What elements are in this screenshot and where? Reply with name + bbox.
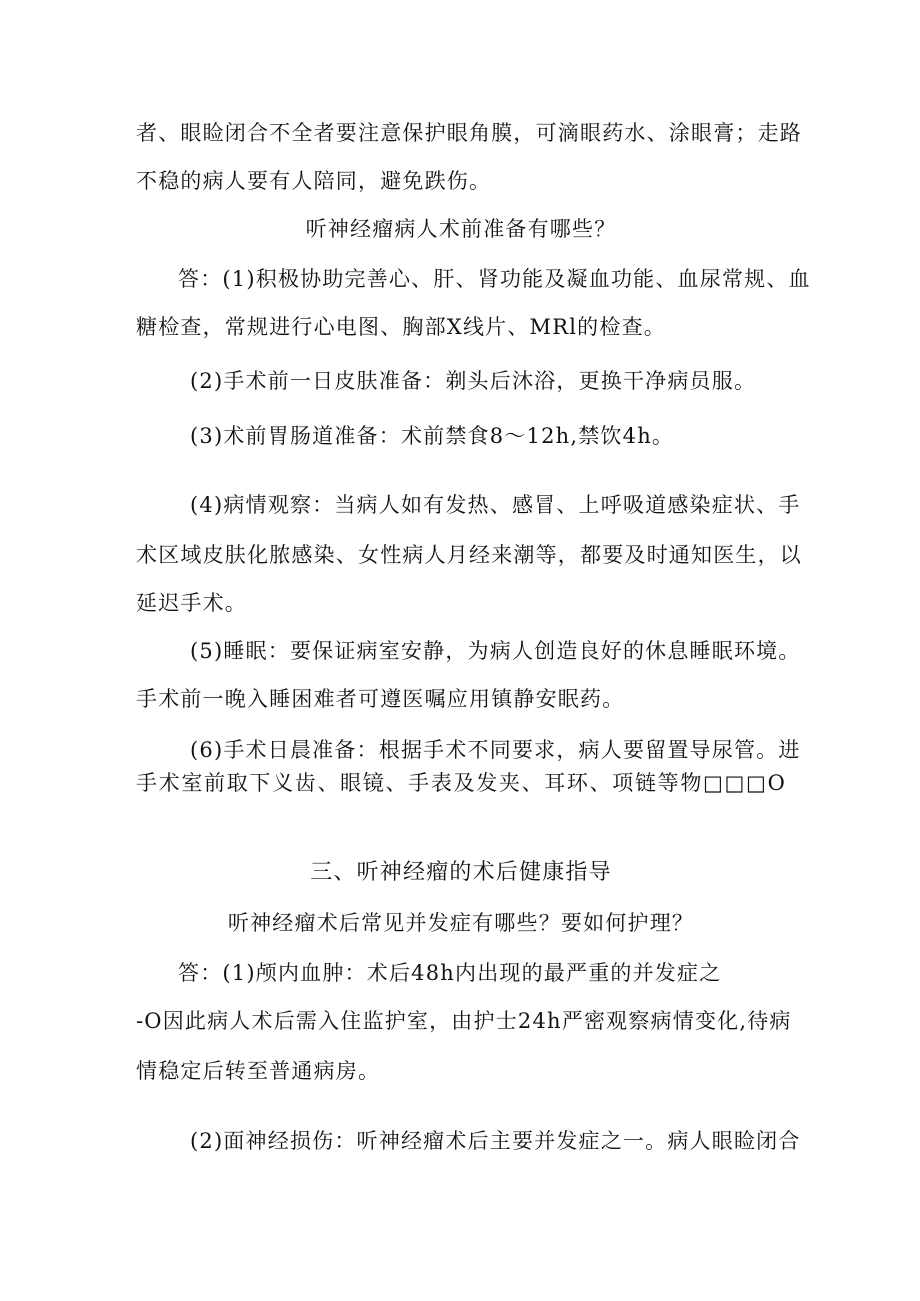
list-item: (2)手术前一日皮肤准备：剃头后沐浴，更换干净病员服。 <box>190 369 757 393</box>
answer-line: 答：(1)积极协助完善心、肝、肾功能及凝血功能、血尿常规、血 <box>178 267 811 291</box>
paragraph-line: 手术前一晚入睡困难者可遵医嘱应用镇静安眠药。 <box>136 687 625 711</box>
list-item: (6)手术日晨准备：根据手术不同要求，病人要留置导尿管。进 <box>190 738 801 762</box>
list-item: (2)面神经损伤：听神经瘤术后主要并发症之一。病人眼睑闭合 <box>190 1129 801 1153</box>
paragraph-line: 情稳定后转至普通病房。 <box>136 1059 381 1083</box>
list-item: (4)病情观察：当病人如有发热、感冒、上呼吸道感染症状、手 <box>190 493 801 517</box>
question-heading: 听神经瘤术后常见并发症有哪些？要如何护理？ <box>227 911 695 935</box>
section-heading: 三、听神经瘤的术后健康指导 <box>310 860 612 885</box>
paragraph-line: 延迟手术。 <box>136 591 247 615</box>
paragraph-line: 者、眼睑闭合不全者要注意保护眼角膜，可滴眼药水、涂眼膏；走路 <box>136 121 802 145</box>
list-item: (3)术前胃肠道准备：术前禁食8～12h,禁饮4h。 <box>190 424 675 448</box>
paragraph-line: 手术室前取下义齿、眼镜、手表及发夹、耳环、项链等物□□□O <box>136 771 786 795</box>
question-heading: 听神经瘤病人术前准备有哪些？ <box>305 217 617 241</box>
paragraph-line: -O因此病人术后需入住监护室，由护士24h严密观察病情变化,待病 <box>136 1009 792 1033</box>
list-item: (5)睡眠：要保证病室安静，为病人创造良好的休息睡眠环境。 <box>190 639 801 663</box>
paragraph-line: 不稳的病人要有人陪同，避免跌伤。 <box>136 169 492 193</box>
paragraph-line: 糖检查，常规进行心电图、胸部X线片、MRl的检查。 <box>136 315 666 339</box>
paragraph-line: 术区域皮肤化脓感染、女性病人月经来潮等，都要及时通知医生，以 <box>136 543 802 567</box>
answer-line: 答：(1)颅内血肿：术后48h内出现的最严重的并发症之 <box>178 961 722 985</box>
